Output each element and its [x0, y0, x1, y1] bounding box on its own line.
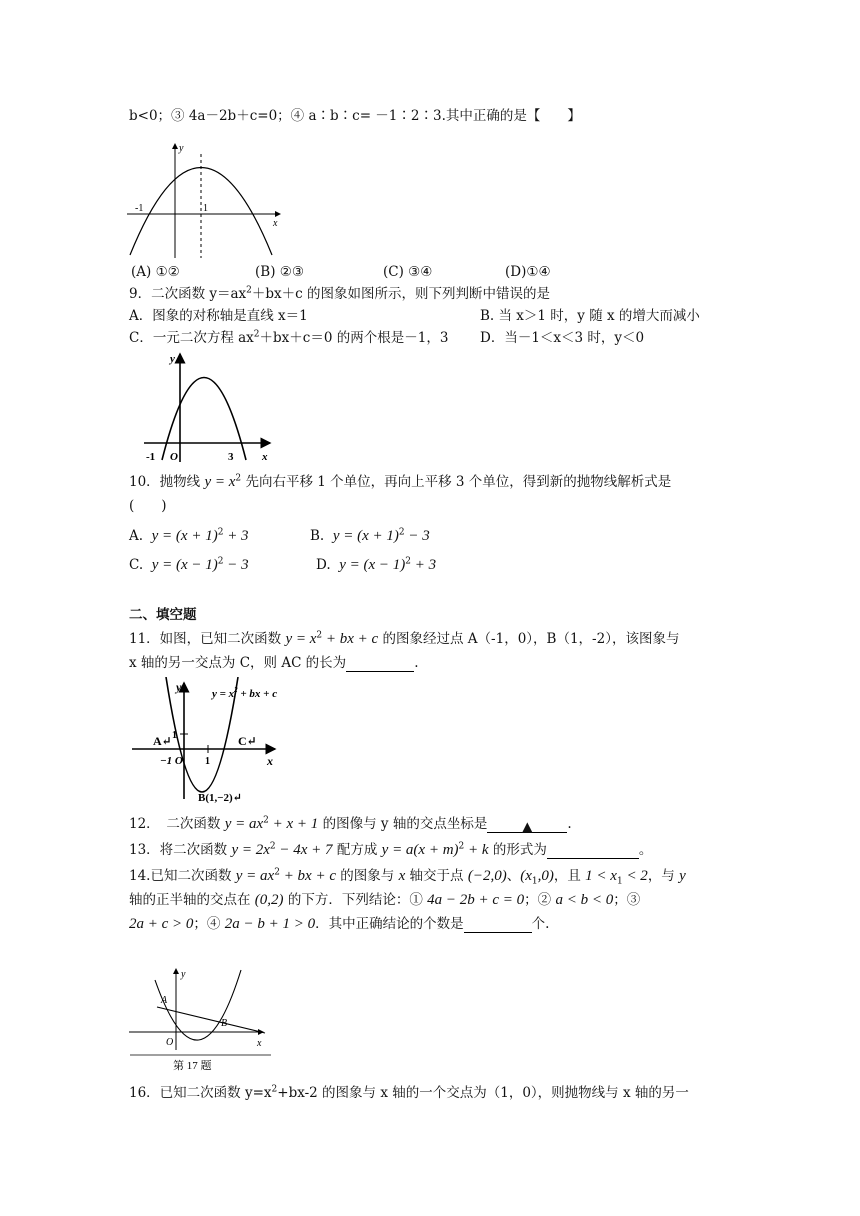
q17-parabola	[155, 970, 241, 1040]
q17-figure	[125, 965, 275, 1075]
q11-equation-label: $y = x^2$ + bx + c	[212, 686, 278, 700]
q14-answer-blank[interactable]	[464, 918, 532, 933]
q11-line-1: 11．如图，已知二次函数 $y = x^2$ + bx + c 的图象经过点 A（-1，0），B（1，-2），该图象与	[129, 630, 680, 647]
q11-point-a-label: A↵	[153, 734, 172, 748]
triangle-icon: ▲	[522, 819, 533, 835]
q13-stem: 13．将二次函数 $y = 2x^2 - 4x + 7$ 配方成 $y = a(x + m)^2 + k$ 的形式为 。	[129, 841, 653, 858]
q10-stem: 10．抛物线 $y = x^2$ 先向右平移 1 个单位，再向上平移 3 个单位，得到新的抛物线解析式是	[129, 473, 672, 490]
q9-y-label: y	[170, 353, 175, 365]
q14-line-2: 轴的正半轴的交点在 (0,2) 的下方．下列结论：① 4a − 2b + c = 0；② a < b < 0；③	[129, 892, 641, 908]
q8-neg1-label: -1	[135, 203, 144, 214]
q8-figure	[125, 140, 285, 260]
q10-answer-paren: ( )	[129, 498, 167, 514]
q9-x-label: x	[262, 451, 268, 463]
q9-three-label: 3	[228, 451, 234, 463]
q8-y-label: y	[179, 143, 184, 154]
q9-parabola	[162, 378, 246, 461]
section-title: 二、填空题	[129, 607, 197, 623]
q9-origin-label: O	[170, 451, 178, 463]
q8-option-a: (A) ①②	[131, 264, 180, 280]
q10-option-d: D. $y = (x - 1)^2 + 3$	[316, 556, 437, 573]
q8-stem: b<0；③ 4a－2b＋c=0；④ a∶b∶c= －1∶2∶3.其中正确的是【 】	[129, 108, 581, 124]
q11-figure	[130, 677, 280, 805]
q17-x-label: x	[257, 1038, 262, 1049]
q11-point-b-label: B(1,−2)↵	[198, 792, 242, 804]
q10-option-a: A. $y = (x + 1)^2 + 3$	[129, 527, 249, 544]
q17-point-a-label: A	[161, 995, 168, 1006]
q11-answer-blank[interactable]	[346, 657, 414, 672]
q14-line-3: 2a + c > 0；④ 2a − b + 1 > 0．其中正确结论的个数是 个.	[129, 916, 550, 932]
q8-one-label: 1	[203, 203, 208, 214]
q16-stem: 16．已知二次函数 $y=x^2+bx-2$ 的图象与 x 轴的一个交点为（1，0），则抛物线与 x 轴的另一	[129, 1084, 689, 1101]
q17-caption: 第 17 题	[173, 1060, 212, 1072]
q10-option-b: B. $y = (x + 1)^2 - 3$	[310, 527, 430, 544]
q9-figure	[140, 350, 280, 465]
q9-option-b: B. 当 x＞1 时，y 随 x 的增大而减小	[480, 308, 700, 324]
q8-option-b: (B) ②③	[255, 264, 304, 280]
q8-option-d: (D)①④	[505, 264, 551, 280]
q10-option-c: C. $y = (x - 1)^2 - 3$	[129, 556, 249, 573]
q11-y-one-label: 1	[172, 730, 177, 741]
q9-stem: 9．二次函数 $y=ax^2+bx+c$ 的图象如图所示，则下列判断中错误的是	[129, 285, 551, 302]
q11-neg1-origin-label: −1 O	[160, 755, 183, 767]
q17-y-label: y	[181, 969, 186, 980]
q9-neg1-label: -1	[146, 451, 156, 463]
q9-option-a: A．图象的对称轴是直线 x＝1	[129, 308, 308, 324]
q12-stem: 12． 二次函数 $y = ax^2 + x + 1$ 的图像与 y 轴的交点坐标是 ▲ .	[129, 815, 572, 835]
q11-x-one-label: 1	[205, 756, 210, 767]
q11-point-c-label: C↵	[238, 734, 257, 748]
q17-point-b-label: B	[221, 1018, 228, 1029]
q9-option-d: D．当－1＜x＜3 时，y＜0	[480, 330, 645, 346]
q13-answer-blank[interactable]	[547, 844, 639, 859]
q14-line-1: 14.已知二次函数 $y = ax^2$ + bx + c 的图象与 x 轴交于点 (−2,0)、$(x_1,0)$，且 $1 < x_1 < 2$，与 y	[129, 867, 686, 887]
q11-line-2: x 轴的另一交点为 C，则 AC 的长为 .	[129, 655, 419, 671]
q11-x-label: x	[267, 754, 273, 768]
q17-origin-label: O	[166, 1037, 174, 1048]
q9-option-c: C．一元二次方程 $ax^2+bx+c=0$ 的两个根是－1，3	[129, 329, 449, 346]
q8-x-label: x	[273, 218, 278, 229]
q11-y-label: y	[176, 680, 182, 694]
q12-answer-blank[interactable]	[487, 818, 567, 833]
q8-option-c: (C) ③④	[383, 264, 433, 280]
